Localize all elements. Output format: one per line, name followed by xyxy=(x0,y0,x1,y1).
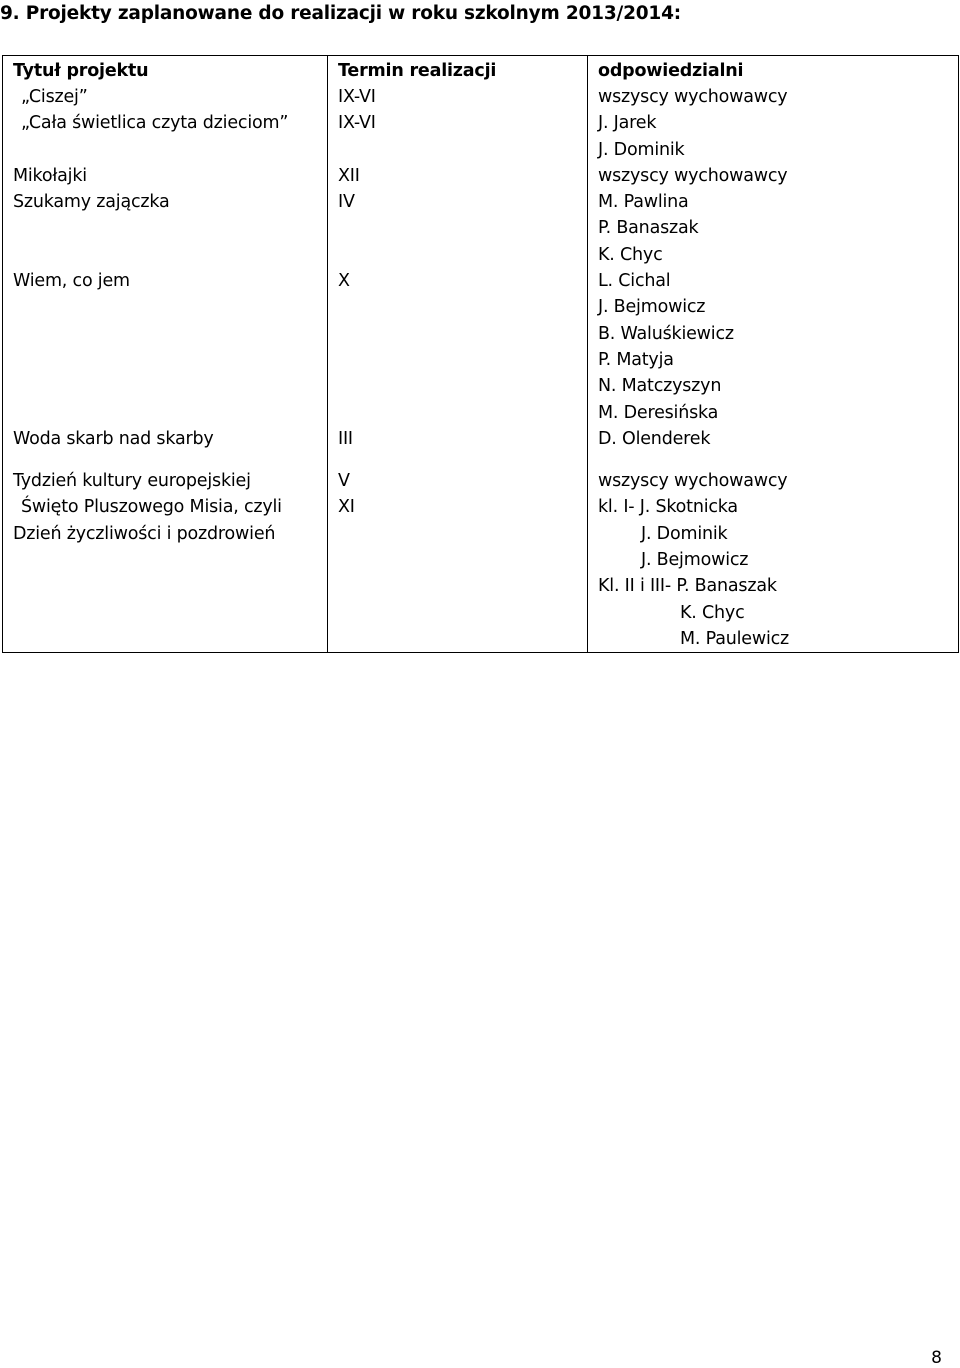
projects-table xyxy=(2,55,959,653)
cell-responsible xyxy=(588,268,959,426)
responsible-line: Kl. II i III- P. Banaszak xyxy=(598,576,777,597)
responsible-line: J. Bejmowicz xyxy=(641,550,749,571)
responsible-line: J. Bejmowicz xyxy=(598,297,706,318)
header-term: Termin realizacji xyxy=(328,56,588,85)
cell-term xyxy=(328,110,588,163)
title-line: Szukamy zajączka xyxy=(13,192,170,213)
title-line: Tydzień kultury europejskiej xyxy=(13,471,251,492)
title-line: Wiem, co jem xyxy=(13,271,130,292)
cell-title xyxy=(3,163,328,189)
title-line: Dzień życzliwości i pozdrowień xyxy=(13,523,276,544)
responsible-line: M. Paulewicz xyxy=(680,628,790,649)
responsible-line: M. Pawlina xyxy=(598,192,689,213)
table-row xyxy=(3,189,959,268)
responsible-line: kl. I- J. Skotnicka xyxy=(598,497,738,518)
term-line: XII xyxy=(338,165,360,186)
responsible-line: wszyscy wychowawcy xyxy=(598,87,788,107)
cell-term xyxy=(328,189,588,268)
cell-title xyxy=(3,426,328,452)
table-header-row xyxy=(3,56,959,85)
cell-term xyxy=(328,426,588,452)
responsible-line: J. Jarek xyxy=(598,113,657,134)
cell-responsible xyxy=(588,426,959,452)
cell-term xyxy=(328,452,588,494)
cell-term xyxy=(328,163,588,189)
cell-responsible xyxy=(588,452,959,494)
term-line: X xyxy=(338,271,350,292)
term-line: IV xyxy=(338,192,355,213)
responsible-line: J. Dominik xyxy=(641,523,728,544)
term-line: IX-VI xyxy=(338,113,376,134)
cell-title xyxy=(3,110,328,163)
table-row xyxy=(3,163,959,189)
title-line: „Ciszej” xyxy=(21,87,88,107)
cell-term xyxy=(328,494,588,652)
cell-responsible xyxy=(588,84,959,110)
title-line: Woda skarb nad skarby xyxy=(13,428,214,449)
responsible-line: M. Deresińska xyxy=(598,402,719,423)
responsible-line: P. Matyja xyxy=(598,349,674,370)
cell-responsible xyxy=(588,494,959,652)
responsible-line: P. Banaszak xyxy=(598,218,699,239)
cell-title xyxy=(3,189,328,268)
table-row xyxy=(3,268,959,426)
table-row xyxy=(3,494,959,652)
responsible-line: J. Dominik xyxy=(598,139,685,160)
page-number: 8 xyxy=(931,1348,942,1368)
cell-term xyxy=(328,268,588,426)
header-title: Tytuł projektu xyxy=(3,56,328,85)
title-line: „Cała świetlica czyta dzieciom” xyxy=(21,113,289,134)
term-line: IX-VI xyxy=(338,87,376,107)
responsible-line: wszyscy wychowawcy xyxy=(598,471,788,492)
responsible-line: N. Matczyszyn xyxy=(598,376,722,397)
responsible-line: K. Chyc xyxy=(680,602,745,623)
title-line: Mikołajki xyxy=(13,165,87,186)
responsible-line: D. Olenderek xyxy=(598,428,711,449)
cell-title xyxy=(3,268,328,426)
cell-title xyxy=(3,452,328,494)
table-row xyxy=(3,452,959,494)
responsible-line: L. Cichal xyxy=(598,271,671,292)
cell-title xyxy=(3,494,328,652)
term-line: V xyxy=(338,471,350,492)
table-row xyxy=(3,84,959,110)
table-row xyxy=(3,110,959,163)
responsible-line: B. Waluśkiewicz xyxy=(598,323,734,344)
header-responsible: odpowiedzialni xyxy=(588,56,959,85)
section-heading: 9. Projekty zaplanowane do realizacji w roku szkolnym 2013/2014: xyxy=(0,3,681,24)
term-line: III xyxy=(338,428,353,449)
table-row xyxy=(3,426,959,452)
term-line: XI xyxy=(338,497,355,518)
title-line: Święto Pluszowego Misia, czyli xyxy=(21,497,282,518)
responsible-line: wszyscy wychowawcy xyxy=(598,165,788,186)
responsible-line: K. Chyc xyxy=(598,244,663,265)
cell-responsible xyxy=(588,110,959,163)
cell-responsible xyxy=(588,189,959,268)
cell-title xyxy=(3,84,328,110)
cell-responsible xyxy=(588,163,959,189)
cell-term xyxy=(328,84,588,110)
